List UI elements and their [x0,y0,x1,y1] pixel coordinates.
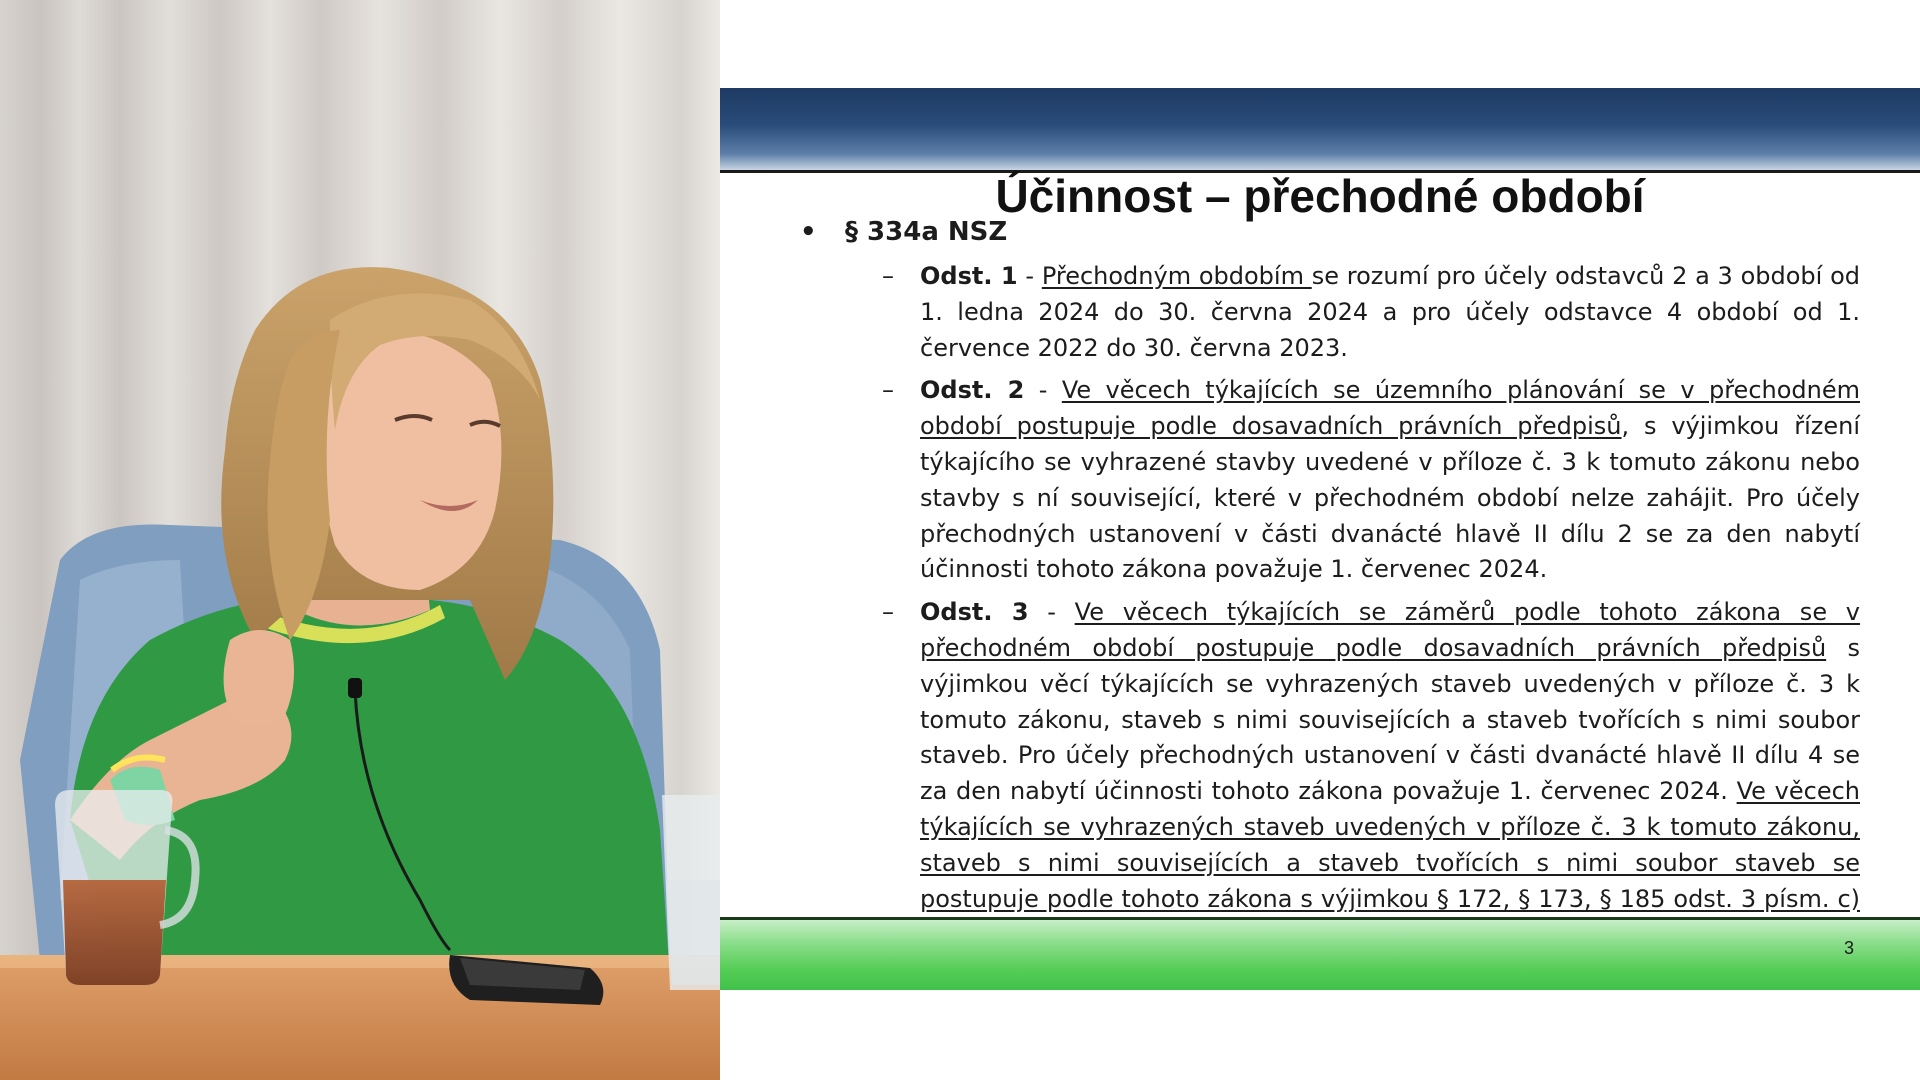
paragraph-text: se rozumí pro účely odstavců 2 a 3 období od 1. ledna 2024 do 30. června 2024 a pro účely odstavce 4 období od 1. července 2022 do 30. června 2023. [920,262,1860,362]
paragraph-separator: - [1017,262,1042,290]
paragraph-label: Odst. 3 [920,598,1029,627]
section-bullet [800,212,1860,252]
slide-footer-band [720,920,1920,990]
paragraph-odst-3 [882,595,1860,953]
paragraph-underlined-text-2: Ve věcech týkajících se vyhrazených staveb uvedených v příloze č. 3 k tomuto zákonu, staveb s nimi souvisejících a staveb tvořících s nimi soubor staveb se postupuje podle tohoto zákona s výjimkou § 172, § 173, § 185 odst. 3 písm. c) [920,777,1860,913]
paragraph-text: , s výjimkou řízení týkajícího se vyhrazené stavby uvedené v příloze č. 3 k tomuto zákonu nebo stavby s ní související, které v přechodném období nelze zahájit. Pro účely přechodných ustanovení v části dvanácté hlavě II dílu 2 se za den nabytí účinnosti tohoto zákona považuje 1. červenec 2024. [920,412,1861,584]
paragraph-label: Odst. 1 [920,262,1018,290]
section-heading: § 334a NSZ [845,217,1008,247]
presentation-slide [720,0,1920,1080]
dash-icon: – [882,376,894,405]
paragraph-odst-1 [882,259,1860,366]
slide-content [800,212,1860,918]
presenter-image [0,0,720,1080]
dash-icon: – [882,598,894,627]
slide-title: Účinnost – přechodné období [995,170,1645,222]
paragraph-odst-2 [882,373,1861,588]
slide-header-band [720,88,1920,170]
presenter-video [0,0,720,1080]
bullet-icon: • [800,217,817,247]
paragraph-label: Odst. 2 [920,376,1025,405]
paragraph-separator: - [1024,376,1062,405]
paragraph-separator: - [1028,598,1075,627]
dash-icon: – [882,262,894,290]
paragraph-underlined-text: Ve věcech týkajících se záměrů podle tohoto zákona se v přechodném období postupuje podle dosavadních právních předpisů [920,598,1860,662]
paragraph-underlined-text: Přechodným obdobím [1041,262,1312,290]
slide-page-number: 3 [1843,938,1854,958]
paragraph-underlined-text: Ve věcech týkajících se územního plánování se v přechodném období postupuje podle dosavadních právních předpisů [920,376,1861,441]
paragraph-text: s výjimkou věcí týkajících se vyhrazených staveb uvedených v příloze č. 3 k tomuto zákonu, staveb s nimi souvisejících a staveb tvořících s nimi soubor staveb. Pro účely přechodných ustanovení v části dvanácté hlavě II dílu 4 se za den nabytí účinnosti tohoto zákona považuje 1. červenec 2024. [920,633,1860,806]
